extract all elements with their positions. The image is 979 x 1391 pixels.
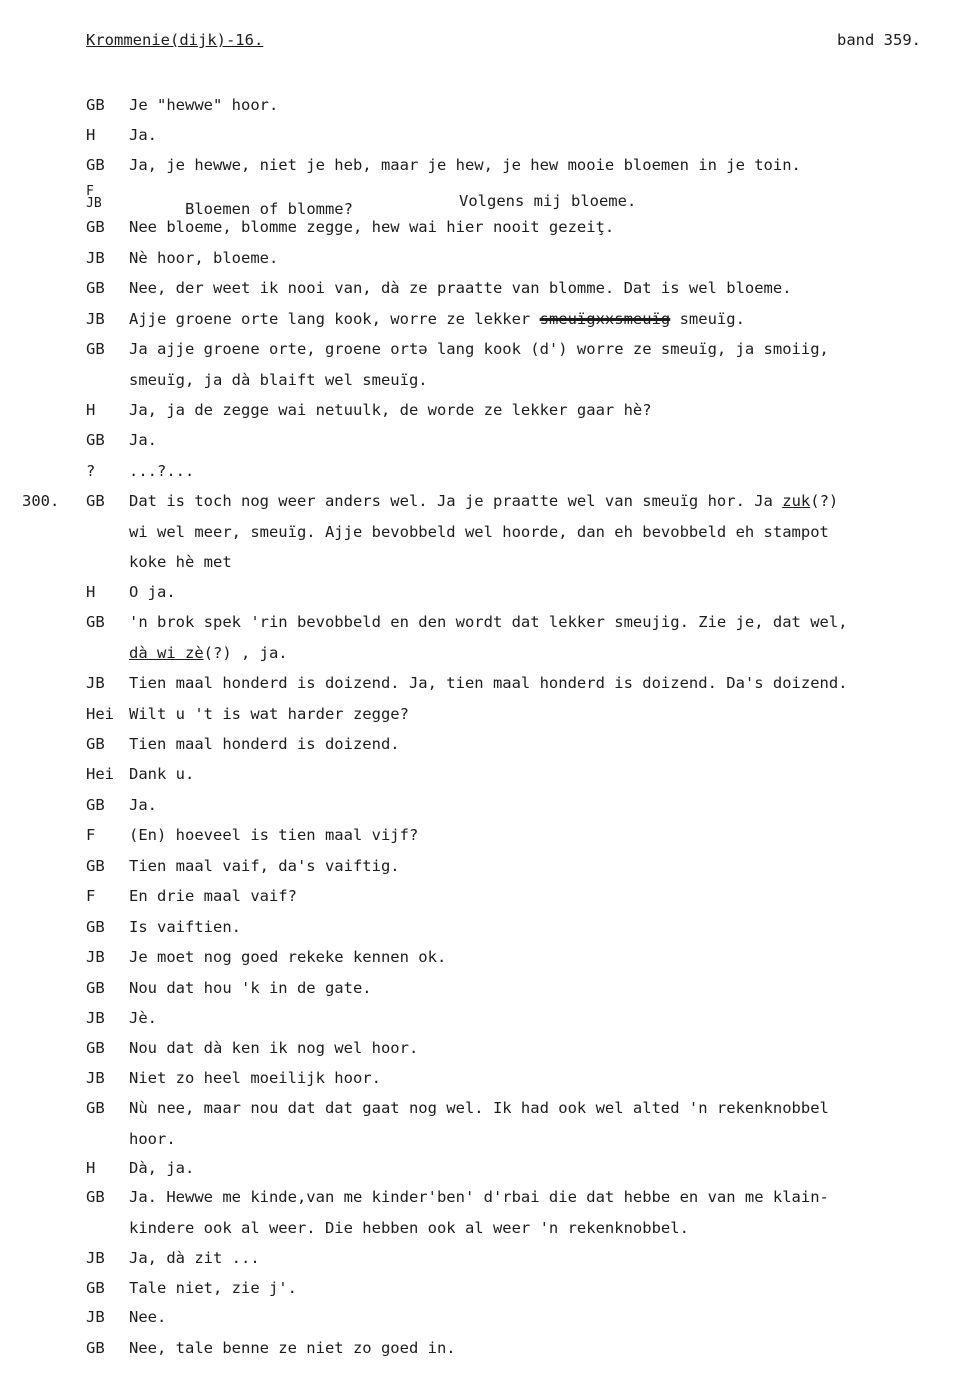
speaker-label: GB: [86, 979, 105, 997]
utterance: [129, 607, 959, 668]
underlined-phrase: dà wi zè: [129, 643, 204, 662]
utterance: Tien maal honderd is doizend.: [129, 735, 400, 753]
speaker-label: Hei: [86, 765, 114, 783]
utterance: Dank u.: [129, 765, 195, 783]
utterance: [129, 304, 959, 335]
utterance: Ja.: [129, 796, 157, 814]
speaker-label: GB: [86, 431, 105, 449]
speaker-label: GB: [86, 1099, 105, 1117]
utterance: En drie maal vaif?: [129, 887, 297, 905]
speaker-label: GB: [86, 613, 105, 631]
speaker-label: Hei: [86, 705, 114, 723]
speaker-label: GB: [86, 1188, 105, 1206]
speaker-label: ?: [86, 462, 96, 480]
utterance: Nee, der weet ik nooi van, dà ze praatte van blomme. Dat is wel bloeme.: [129, 279, 792, 297]
speaker-label: GB: [86, 156, 105, 174]
speaker-label: GB: [86, 340, 105, 358]
utterance: Ja, ja de zegge wai netuulk, de worde ze lekker gaar hè?: [129, 401, 652, 419]
utterance: Nee.: [129, 1308, 167, 1326]
utterance: Tale niet, zie j'.: [129, 1279, 297, 1297]
speaker-label: GB: [86, 1339, 105, 1357]
utterance-text-end: smeuïg.: [670, 310, 745, 328]
utterance: Tien maal vaif, da's vaiftig.: [129, 857, 400, 875]
speaker-label: JB: [86, 948, 105, 966]
speaker-label: GB: [86, 218, 105, 236]
utterance: Je moet nog goed rekeke kennen ok.: [129, 948, 447, 966]
speaker-label: JB: [86, 1308, 105, 1326]
utterance: Nou dat dà ken ik nog wel hoor.: [129, 1039, 419, 1057]
speaker-label-top: F: [86, 184, 94, 199]
speaker-label: GB: [86, 796, 105, 814]
utterance: ...?...: [129, 462, 195, 480]
speaker-label: H: [86, 583, 96, 601]
band-number: band 359.: [837, 31, 921, 49]
speaker-label: JB: [86, 249, 105, 267]
speaker-label: GB: [86, 279, 105, 297]
speaker-label: GB: [86, 918, 105, 936]
utterance: Nè hoor, bloeme.: [129, 249, 279, 267]
utterance-text: Dat is toch nog weer anders wel. Ja je praatte wel van smeuïg hor. Ja: [129, 492, 783, 510]
speaker-label-bottom: JB: [86, 196, 102, 211]
utterance: Wilt u 't is wat harder zegge?: [129, 705, 409, 723]
utterance-text: Ajje groene orte lang kook, worre ze lekker: [129, 310, 540, 328]
utterance: Nee bloeme, blomme zegge, hew wai hier nooit gezeiţ.: [129, 218, 615, 236]
speaker-label: JB: [86, 1249, 105, 1267]
speaker-label: H: [86, 1159, 96, 1177]
speaker-label: H: [86, 401, 96, 419]
utterance-text-end: (?) , ja.: [203, 643, 288, 662]
overlapping-utterance: Volgens mij bloeme.: [459, 192, 637, 210]
utterance: Ja, dà zit ...: [129, 1249, 260, 1267]
utterance: Nù nee, maar nou dat dat gaat nog wel. Ik had ook wel alted 'n rekenknobbel hoor.: [129, 1099, 829, 1148]
struck-text: smeuïgxxsmeuïg: [539, 310, 671, 328]
utterance: Ja. Hewwe me kinde,van me kinder'ben' d'rbai die dat hebbe en van me klain- kindere ook al weer. Die hebben ook al weer 'n rekenknobbel.: [129, 1188, 829, 1237]
utterance: Ja ajje groene orte, groene ortə lang kook (d') worre ze smeuïg, ja smoiig, smeuïg, ja dà blaift wel smeuïg.: [129, 340, 829, 389]
utterance: Je "hewwe" hoor.: [129, 96, 279, 114]
speaker-label: GB: [86, 735, 105, 753]
utterance: [129, 486, 959, 578]
speaker-label: GB: [86, 1039, 105, 1057]
utterance: Dà, ja.: [129, 1159, 195, 1177]
utterance: Is vaiftien.: [129, 918, 241, 936]
utterance: Ja, je hewwe, niet je heb, maar je hew, je hew mooie bloemen in je toin.: [129, 156, 801, 174]
utterance: Ja.: [129, 126, 157, 144]
speaker-stack: [86, 186, 102, 210]
line-number: 300.: [22, 492, 60, 510]
utterance: Tien maal honderd is doizend. Ja, tien maal honderd is doizend. Da's doizend.: [129, 674, 848, 692]
underlined-word: zuk: [782, 492, 811, 510]
utterance: O ja.: [129, 583, 176, 601]
utterance: Jè.: [129, 1009, 157, 1027]
speaker-label: JB: [86, 674, 105, 692]
speaker-label: F: [86, 826, 96, 844]
speaker-label: JB: [86, 1009, 105, 1027]
utterance: Nee, tale benne ze niet zo goed in.: [129, 1339, 456, 1357]
speaker-label: F: [86, 887, 96, 905]
speaker-label: H: [86, 126, 96, 144]
speaker-label: JB: [86, 310, 105, 328]
utterance-text: Bloemen of blomme?: [185, 200, 353, 218]
speaker-label: GB: [86, 1279, 105, 1297]
utterance-text-end: (?) wi wel meer, smeuïg. Ajje bevobbeld wel hoorde, dan eh bevobbeld eh stampot koke hè met: [129, 492, 839, 571]
utterance: Niet zo heel moeilijk hoor.: [129, 1069, 381, 1087]
utterance-text: 'n brok spek 'rin bevobbeld en den wordt dat lekker smeujig. Zie je, dat wel,: [129, 613, 848, 631]
utterance: Nou dat hou 'k in de gate.: [129, 979, 372, 997]
speaker-label: GB: [86, 96, 105, 114]
speaker-label: GB: [86, 857, 105, 875]
document-title: Krommenie(dijk)-16.: [86, 31, 264, 49]
speaker-label: JB: [86, 1069, 105, 1087]
utterance: Ja.: [129, 431, 157, 449]
speaker-label: GB: [86, 492, 105, 510]
utterance: (En) hoeveel is tien maal vijf?: [129, 826, 419, 844]
